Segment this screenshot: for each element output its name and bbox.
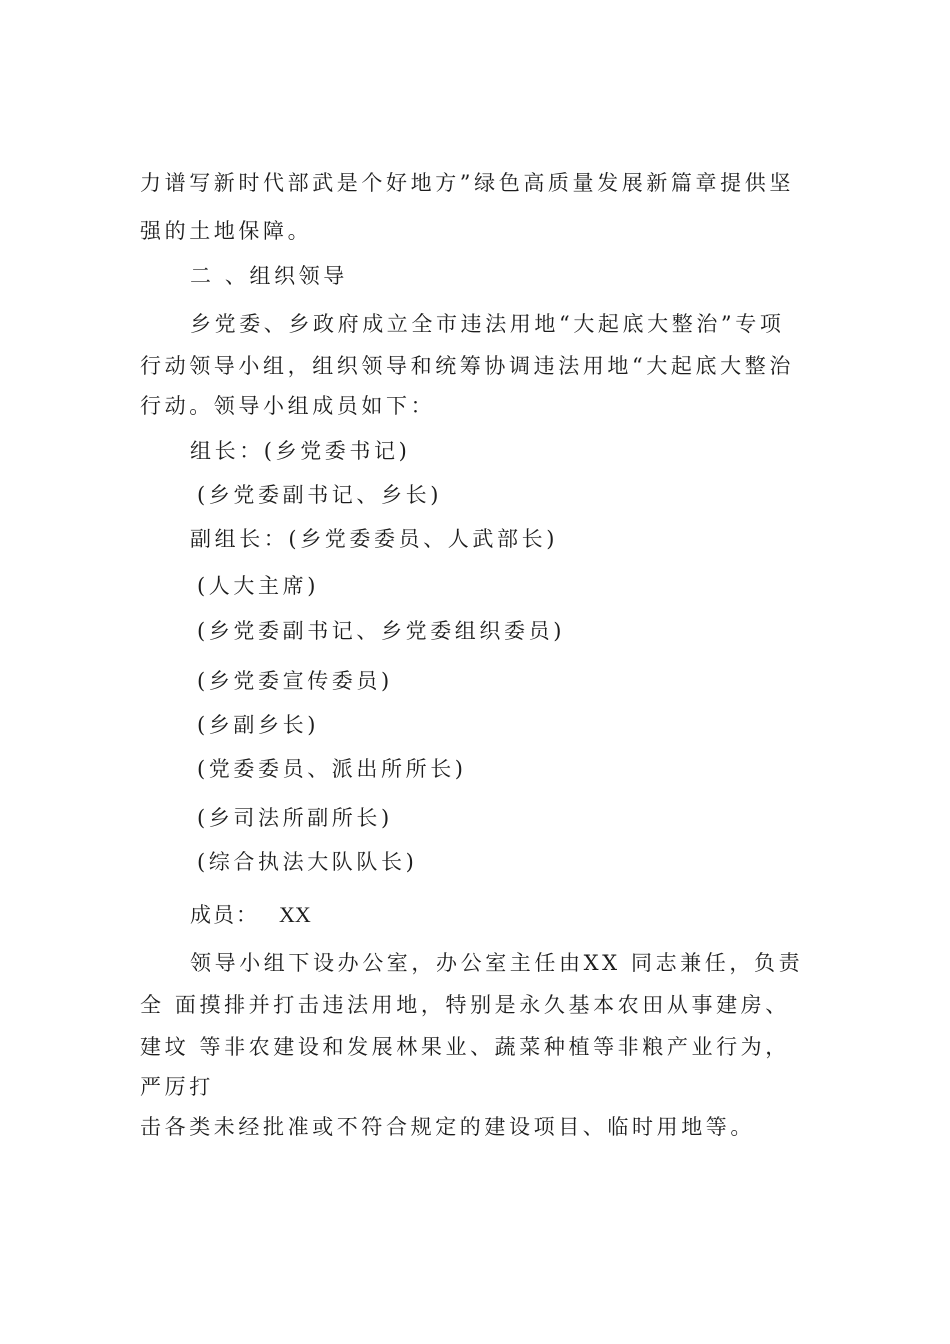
paragraph-line: 全 面摸排并打击违法用地，特别是永久基本农田从事建房、 (140, 993, 790, 1017)
paragraph-line: 强的土地保障。 (140, 219, 313, 243)
paragraph-line: 行动领导小组，组织领导和统筹协调违法用地“大起底大整治 (140, 354, 794, 378)
deputy-item: (人大主席) (197, 574, 319, 598)
members-label: 成员： (190, 903, 259, 927)
deputy-item: (乡党委宣传委员) (197, 669, 393, 693)
paragraph-line: 建坟 等非农建设和发展林果业、蔬菜种植等非粮产业行为， (140, 1035, 790, 1059)
paragraph-line: 乡党委、乡政府成立全市违法用地“大起底大整治”专项 (190, 312, 785, 336)
section-heading: 二 、组织领导 (190, 264, 348, 288)
paragraph-line: 领导小组下设办公室，办公室主任由XX 同志兼任，负责 (190, 951, 804, 975)
deputy-item: (乡副乡长) (197, 713, 319, 737)
deputy-item: (综合执法大队队长) (197, 850, 418, 874)
deputy-item: (党委委员、派出所所长) (197, 757, 467, 781)
deputy-item: (乡司法所副所长) (197, 806, 393, 830)
leader-item: (乡党委副书记、乡长) (197, 483, 442, 507)
paragraph-line: 严厉打 (140, 1075, 214, 1099)
members-value: XX (279, 902, 311, 927)
paragraph-line: 行动。领导小组成员如下： (140, 394, 436, 418)
deputy-item: (乡党委副书记、乡党委组织委员) (197, 619, 565, 643)
leader-label: 组长：(乡党委书记) (190, 439, 411, 463)
members-line (190, 904, 311, 926)
deputy-label: 副组长：(乡党委委员、人武部长) (190, 527, 558, 551)
paragraph-line: 击各类未经批准或不符合规定的建设项目、临时用地等。 (140, 1115, 755, 1139)
paragraph-line: 力谱写新时代部武是个好地方”绿色高质量发展新篇章提供坚 (140, 171, 794, 195)
